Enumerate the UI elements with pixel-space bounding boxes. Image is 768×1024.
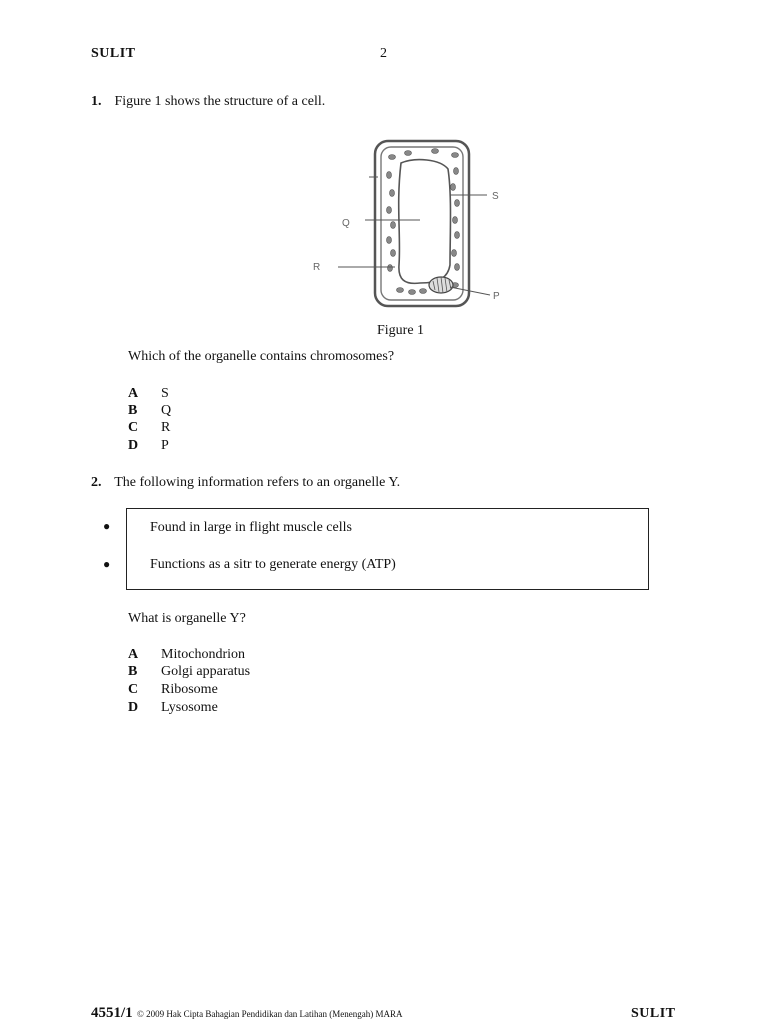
option-text: Q (161, 403, 172, 418)
option-letter: D (128, 700, 139, 715)
cell-figure (300, 135, 520, 315)
option-letter: A (128, 647, 139, 662)
option-d[interactable] (128, 699, 218, 716)
option-d[interactable] (128, 437, 169, 454)
question-number: 2. (91, 475, 102, 490)
copyright-notice: © 2009 Hak Cipta Bahagian Pendidikan dan Latihan (Menengah) MARA (137, 1009, 403, 1019)
option-c[interactable] (128, 681, 218, 698)
question-1 (91, 93, 325, 110)
vacuole (399, 160, 451, 284)
paper-code: 4551/1 (91, 1005, 133, 1021)
question-text: Figure 1 shows the structure of a cell. (114, 94, 326, 109)
option-text: Ribosome (161, 682, 218, 697)
option-text: P (161, 438, 169, 453)
question-2 (91, 474, 400, 491)
label-q: Q (342, 218, 350, 229)
information-box (126, 508, 649, 590)
bullet-point: ● (103, 519, 111, 533)
figure-caption: Figure 1 (377, 323, 425, 338)
option-b[interactable] (128, 663, 250, 680)
question-text: The following information refers to an organelle Y. (114, 475, 401, 490)
option-text: Mitochondrion (161, 647, 245, 662)
option-letter: A (128, 386, 139, 401)
footer-sulit: SULIT (631, 1006, 676, 1021)
option-a[interactable] (128, 646, 245, 663)
bullet-point: ● (103, 557, 111, 571)
label-p: P (493, 291, 500, 302)
option-text: S (161, 386, 169, 401)
cell-diagram (300, 135, 520, 315)
info-item: Found in large in flight muscle cells (150, 520, 352, 535)
option-letter: B (128, 664, 138, 679)
option-a[interactable] (128, 385, 169, 402)
label-r: R (313, 262, 321, 273)
option-text: R (161, 420, 171, 435)
option-letter: D (128, 438, 139, 453)
question-prompt: Which of the organelle contains chromosomes? (128, 349, 395, 364)
option-text: Golgi apparatus (161, 664, 251, 679)
info-item: Functions as a sitr to generate energy (ATP) (150, 557, 396, 572)
option-c[interactable] (128, 419, 170, 436)
option-b[interactable] (128, 402, 171, 419)
label-s: S (492, 191, 499, 202)
option-letter: C (128, 682, 139, 697)
option-letter: B (128, 403, 138, 418)
question-prompt: What is organelle Y? (128, 611, 246, 626)
question-number: 1. (91, 94, 102, 109)
page-number: 2 (380, 46, 387, 61)
header-sulit: SULIT (91, 46, 136, 61)
option-text: Lysosome (161, 700, 218, 715)
option-letter: C (128, 420, 139, 435)
